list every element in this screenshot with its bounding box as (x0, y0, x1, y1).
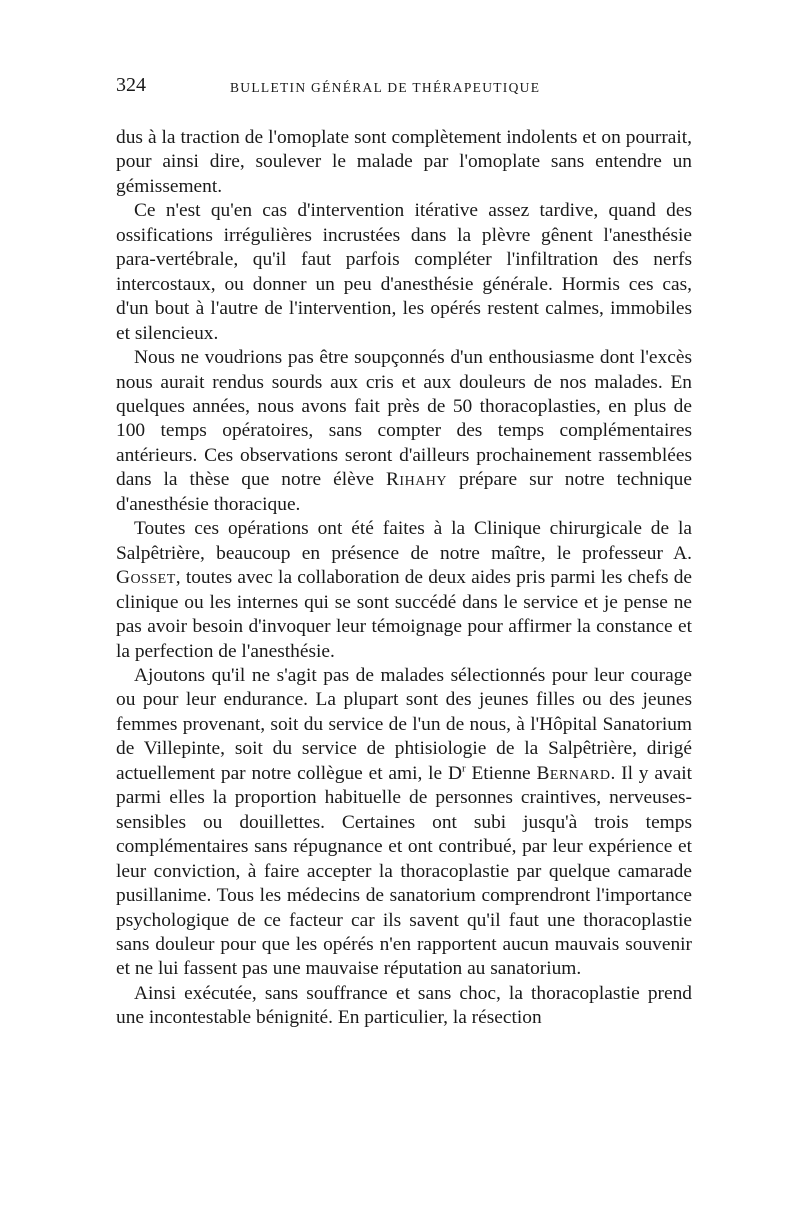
paragraph-text: , toutes avec la collaboration de deux aides pris parmi les chefs de clinique ou les internes qui se sont succédé dans le service et je pense ne pas avoir besoin d'invoquer leur témoignage pour affirmer la constance et la perfection de l'anesthésie. (116, 567, 692, 662)
paragraph-text: prépare sur notre technique d'anesthésie thoracique. (116, 469, 692, 515)
paragraph (116, 346, 692, 517)
paragraph-text: Nous ne voudrions pas être soupçonnés d'un enthousiasme dont l'excès nous aurait rendus sourds aux cris et aux douleurs de nos malades. En quelques années, nous avons fait près de 50 thoracoplasties, en plus de 100 temps opératoires, sans compter des temps complémentaires antérieurs. Ces observations seront d'ailleurs prochainement rassemblées dans la thèse que notre élève (116, 347, 692, 491)
paragraph (116, 664, 692, 982)
running-title: BULLETIN GÉNÉRAL DE THÉRAPEUTIQUE (230, 80, 541, 95)
body-text (116, 126, 692, 1031)
running-head (116, 70, 692, 106)
paragraph-text: Ajoutons qu'il ne s'agit pas de malades sélectionnés pour leur courage ou pour leur endurance. La plupart sont des jeunes filles ou des jeunes femmes provenant, soit du service de l'un de nous, à l'Hôpital Sanatorium de Villepinte, soit du service de phtisiologie de la Salpêtrière, dirigé actuellement par notre collègue et ami, le D (116, 664, 692, 784)
page-number: 324 (116, 74, 146, 96)
author-name: Rihahy (385, 469, 448, 491)
paragraph: dus à la traction de l'omoplate sont complètement indolents et on pourrait, pour ainsi dire, soulever le malade par l'omoplate sans entendre un gémissement. (116, 127, 692, 197)
paragraph-text: Etienne (465, 762, 537, 784)
paragraph-text: . Il y avait parmi elles la proportion habituelle de personnes craintives, nerveuses-sensibles ou douillettes. Certaines ont subi jusqu'à trois temps complémentaires sans répugnance et ont contribué, par leur expérience et leur conviction, à faire accepter la thoracoplastie par quelque camarade pusillanime. Tous les médecins de sanatorium comprendront l'importance psychologique de ce facteur car ils savent qu'il faut une thoracoplastie sans douleur pour que les opérés n'en rapportent aucun mauvais souvenir et ne lui fassent pas une mauvaise réputation au sanatorium. (116, 762, 692, 980)
book-page (116, 70, 692, 1031)
author-name: Bernard (536, 762, 611, 784)
superscript: r (461, 762, 466, 775)
paragraph: Ainsi exécutée, sans souffrance et sans choc, la thoracoplastie prend une incontestable bénignité. En particulier, la résection (116, 982, 692, 1029)
paragraph (116, 517, 692, 664)
paragraph-text: Toutes ces opérations ont été faites à la Clinique chirurgicale de la Salpêtrière, beaucoup en présence de notre maître, le professeur A. (116, 518, 692, 564)
author-name: Gosset (116, 567, 176, 589)
paragraph: Ce n'est qu'en cas d'intervention itérative assez tardive, quand des ossifications irrégulières incrustées dans la plèvre gênent l'anesthésie para-vertébrale, qu'il faut parfois compléter l'infiltration des nerfs intercostaux, ou donner un peu d'anesthésie générale. Hormis ces cas, d'un bout à l'autre de l'intervention, les opérés restent calmes, immobiles et silencieux. (116, 200, 692, 344)
